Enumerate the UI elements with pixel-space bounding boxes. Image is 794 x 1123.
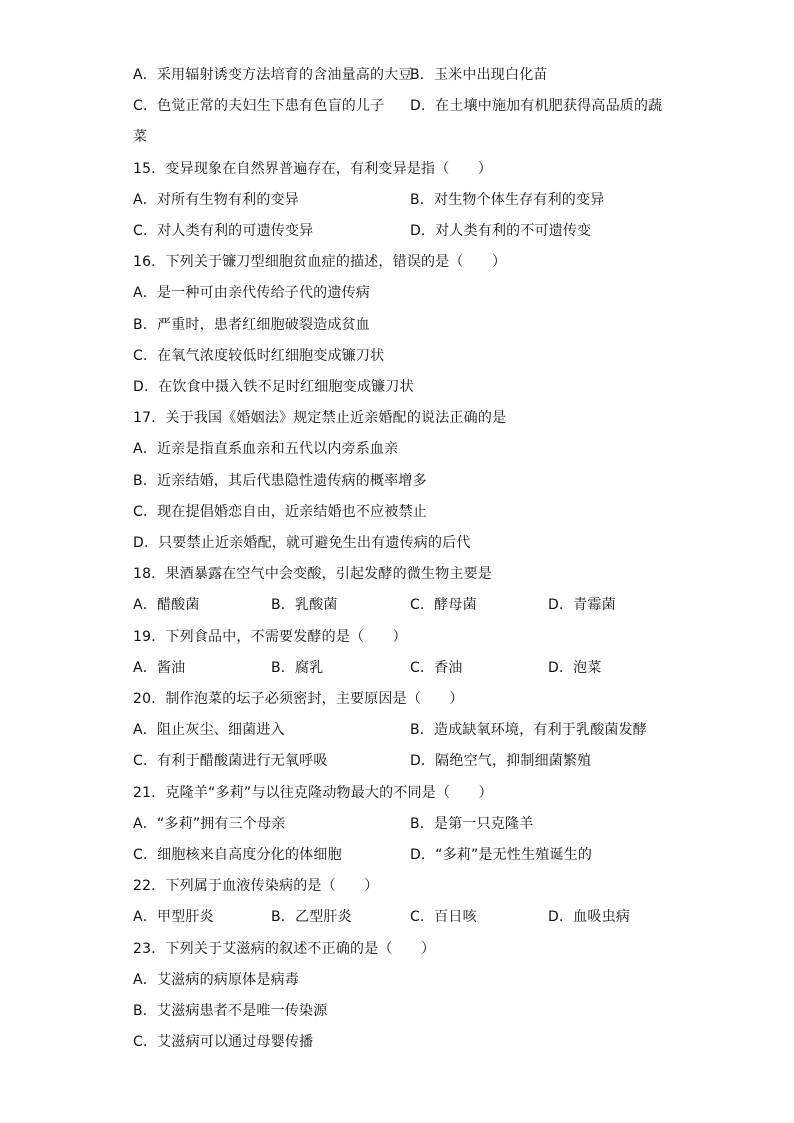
answer-option: B．造成缺氧环境，有利于乳酸菌发酵 xyxy=(410,722,648,738)
answer-option: A．甲型肝炎 xyxy=(133,909,214,925)
answer-option: B．乳酸菌 xyxy=(271,597,338,613)
text-line: C．艾滋病可以通过母婴传播 xyxy=(133,1034,314,1050)
text-line: A．是一种可由亲代传给子代的遗传病 xyxy=(133,285,370,301)
text-line: 17．关于我国《婚姻法》规定禁止近亲婚配的说法正确的是 xyxy=(133,410,507,426)
answer-option: C．色觉正常的夫妇生下患有色盲的儿子 xyxy=(133,98,385,114)
answer-option: A．阻止灰尘、细菌进入 xyxy=(133,722,285,738)
answer-option: D．在土壤中施加有机肥获得高品质的蔬 xyxy=(410,98,663,114)
text-line: 18．果酒暴露在空气中会变酸，引起发酵的微生物主要是 xyxy=(133,566,493,582)
answer-option: D．“多莉”是无性生殖诞生的 xyxy=(410,847,593,863)
answer-option: C．细胞核来自高度分化的体细胞 xyxy=(133,847,342,863)
answer-option: A．对所有生物有利的变异 xyxy=(133,192,299,208)
text-line: D．只要禁止近亲婚配，就可避免生出有遗传病的后代 xyxy=(133,535,471,551)
answer-option: C．酵母菌 xyxy=(410,597,477,613)
answer-option: A．醋酸菌 xyxy=(133,597,200,613)
text-line: C．现在提倡婚恋自由，近亲结婚也不应被禁止 xyxy=(133,504,427,520)
answer-option: B．对生物个体生存有利的变异 xyxy=(410,192,605,208)
answer-option: D．对人类有利的不可遗传变 xyxy=(410,223,592,239)
text-line: A．艾滋病的病原体是病毒 xyxy=(133,972,299,988)
text-line: B．近亲结婚，其后代患隐性遗传病的概率增多 xyxy=(133,473,427,489)
answer-option: C．有利于醋酸菌进行无氧呼吸 xyxy=(133,753,328,769)
text-line: C．在氧气浓度较低时红细胞变成镰刀状 xyxy=(133,348,385,364)
answer-option: D．青霉菌 xyxy=(548,597,616,613)
answer-option: A．“多莉”拥有三个母亲 xyxy=(133,816,286,832)
text-line: 菜 xyxy=(133,129,148,145)
text-line: 19．下列食品中，不需要发酵的是（ ） xyxy=(133,629,407,645)
answer-option: C．百日咳 xyxy=(410,909,477,925)
text-line: 20．制作泡菜的坛子必须密封，主要原因是（ ） xyxy=(133,691,464,707)
answer-option: B．乙型肝炎 xyxy=(271,909,352,925)
text-line: 15．变异现象在自然界普遍存在，有利变异是指（ ） xyxy=(133,161,493,177)
answer-option: B．玉米中出现白化苗 xyxy=(410,67,548,83)
answer-option: D．隔绝空气，抑制细菌繁殖 xyxy=(410,753,592,769)
text-line: B．严重时，患者红细胞破裂造成贫血 xyxy=(133,317,371,333)
text-line: 16．下列关于镰刀型细胞贫血症的描述，错误的是（ ） xyxy=(133,254,507,270)
answer-option: A．采用辐射诱变方法培育的含油量高的大豆 xyxy=(133,67,413,83)
answer-option: B．腐乳 xyxy=(271,660,324,676)
text-line: 21．克隆羊“多莉”与以往克隆动物最大的不同是（ ） xyxy=(133,785,493,801)
text-line: 23．下列关于艾滋病的叙述不正确的是（ ） xyxy=(133,941,436,957)
text-line: 22．下列属于血液传染病的是（ ） xyxy=(133,878,379,894)
text-line: A．近亲是指直系血亲和五代以内旁系血亲 xyxy=(133,441,399,457)
answer-option: C．香油 xyxy=(410,660,463,676)
text-line: D．在饮食中摄入铁不足时红细胞变成镰刀状 xyxy=(133,379,414,395)
answer-option: B．是第一只克隆羊 xyxy=(410,816,534,832)
answer-option: A．酱油 xyxy=(133,660,186,676)
answer-option: D．泡菜 xyxy=(548,660,602,676)
text-line: B．艾滋病患者不是唯一传染源 xyxy=(133,1003,328,1019)
answer-option: D．血吸虫病 xyxy=(548,909,630,925)
answer-option: C．对人类有利的可遗传变异 xyxy=(133,223,314,239)
